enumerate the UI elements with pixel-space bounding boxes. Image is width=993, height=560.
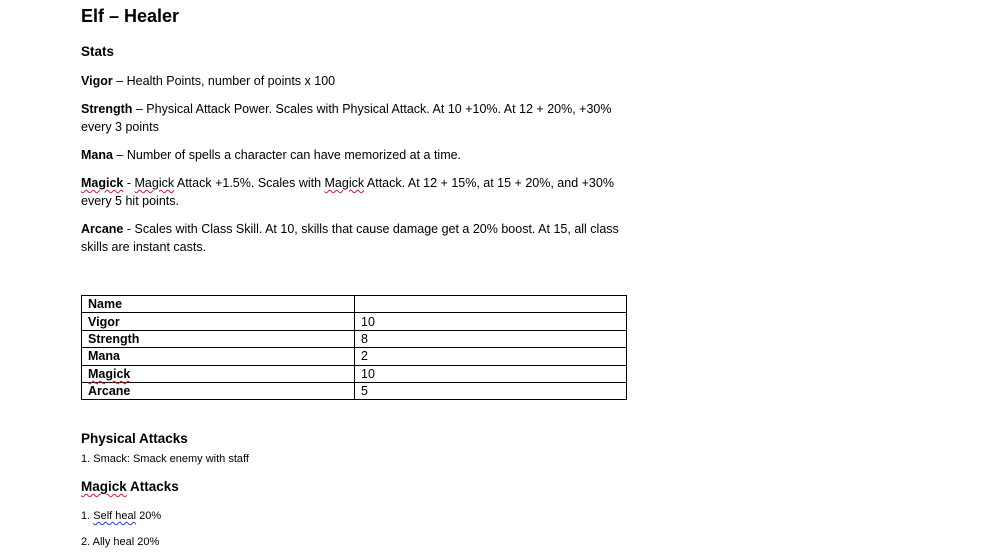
table-cell-label: Arcane — [82, 382, 355, 399]
table-cell-value: 10 — [355, 365, 627, 382]
misspelled-word: Magick — [324, 176, 365, 190]
table-cell-value: 8 — [355, 330, 627, 347]
list-number: 2. — [81, 536, 91, 548]
table-cell-value: 10 — [355, 313, 627, 330]
table-cell-label: Vigor — [82, 313, 355, 330]
misspelled-word: Magick — [88, 366, 131, 381]
stat-separator: – — [132, 102, 147, 116]
list-name: Ally heal — [92, 536, 135, 548]
stat-text: Scales with Class Skill. At 10, skills that cause damage get a 20% boost. At 15, all class skills are instant casts. — [81, 222, 619, 254]
table-header-row — [82, 296, 627, 313]
misspelled-word: Magick — [81, 479, 127, 494]
list-value: 20% — [137, 536, 160, 548]
stat-name: Strength — [81, 102, 133, 116]
stat-separator: - — [123, 176, 135, 190]
stat-text: Attack +1.5%. Scales with — [174, 176, 325, 190]
list-value: 20% — [139, 510, 162, 522]
stat-text: Physical Attack Power. Scales with Physical Attack. At 10 +10%. At 12 + 20%, +30% every 3 points — [81, 102, 612, 134]
table-header-cell — [355, 296, 627, 313]
table-cell-label — [82, 365, 355, 382]
table-row — [82, 330, 627, 347]
table-cell-value: 5 — [355, 382, 627, 399]
stat-separator: – — [112, 148, 127, 162]
stat-description-strength — [81, 100, 626, 136]
misspelled-word: Magick — [134, 176, 175, 190]
list-number: 1. — [81, 510, 91, 522]
stat-text: Number of spells a character can have memorized at a time. — [126, 148, 462, 162]
table-cell-label: Mana — [82, 348, 355, 365]
stat-name: Vigor — [81, 74, 113, 88]
magick-attacks-heading — [81, 479, 179, 494]
stat-description-magick — [81, 174, 626, 210]
table-header-cell: Name — [82, 296, 355, 313]
list-item — [81, 510, 161, 522]
stat-description-vigor — [81, 72, 626, 90]
table-cell-value: 2 — [355, 348, 627, 365]
stat-text: Attack. At 12 + 15%, at 15 + 20%, and +30% every 5 hit points. — [81, 176, 614, 208]
list-item: 1. Smack: Smack enemy with staff — [81, 453, 249, 465]
heading-rest: Attacks — [126, 479, 179, 494]
stat-separator: - — [123, 222, 135, 236]
table-row — [82, 313, 627, 330]
document-title: Elf – Healer — [81, 6, 180, 26]
list-item — [81, 536, 159, 548]
table-row — [82, 365, 627, 382]
stat-name: Arcane — [81, 222, 124, 236]
grammar-flagged-text: Self heal — [93, 510, 137, 522]
table-cell-label: Strength — [82, 330, 355, 347]
stat-description-arcane — [81, 220, 626, 256]
stat-description-mana — [81, 146, 626, 164]
table-row — [82, 382, 627, 399]
stats-table — [81, 295, 627, 400]
stat-text: Health Points, number of points x 100 — [126, 74, 336, 88]
stat-separator: – — [112, 74, 127, 88]
physical-attacks-heading: Physical Attacks — [81, 431, 188, 446]
stats-heading: Stats — [81, 44, 115, 59]
stat-name: Magick — [81, 176, 124, 190]
stat-name: Mana — [81, 148, 113, 162]
table-row — [82, 348, 627, 365]
